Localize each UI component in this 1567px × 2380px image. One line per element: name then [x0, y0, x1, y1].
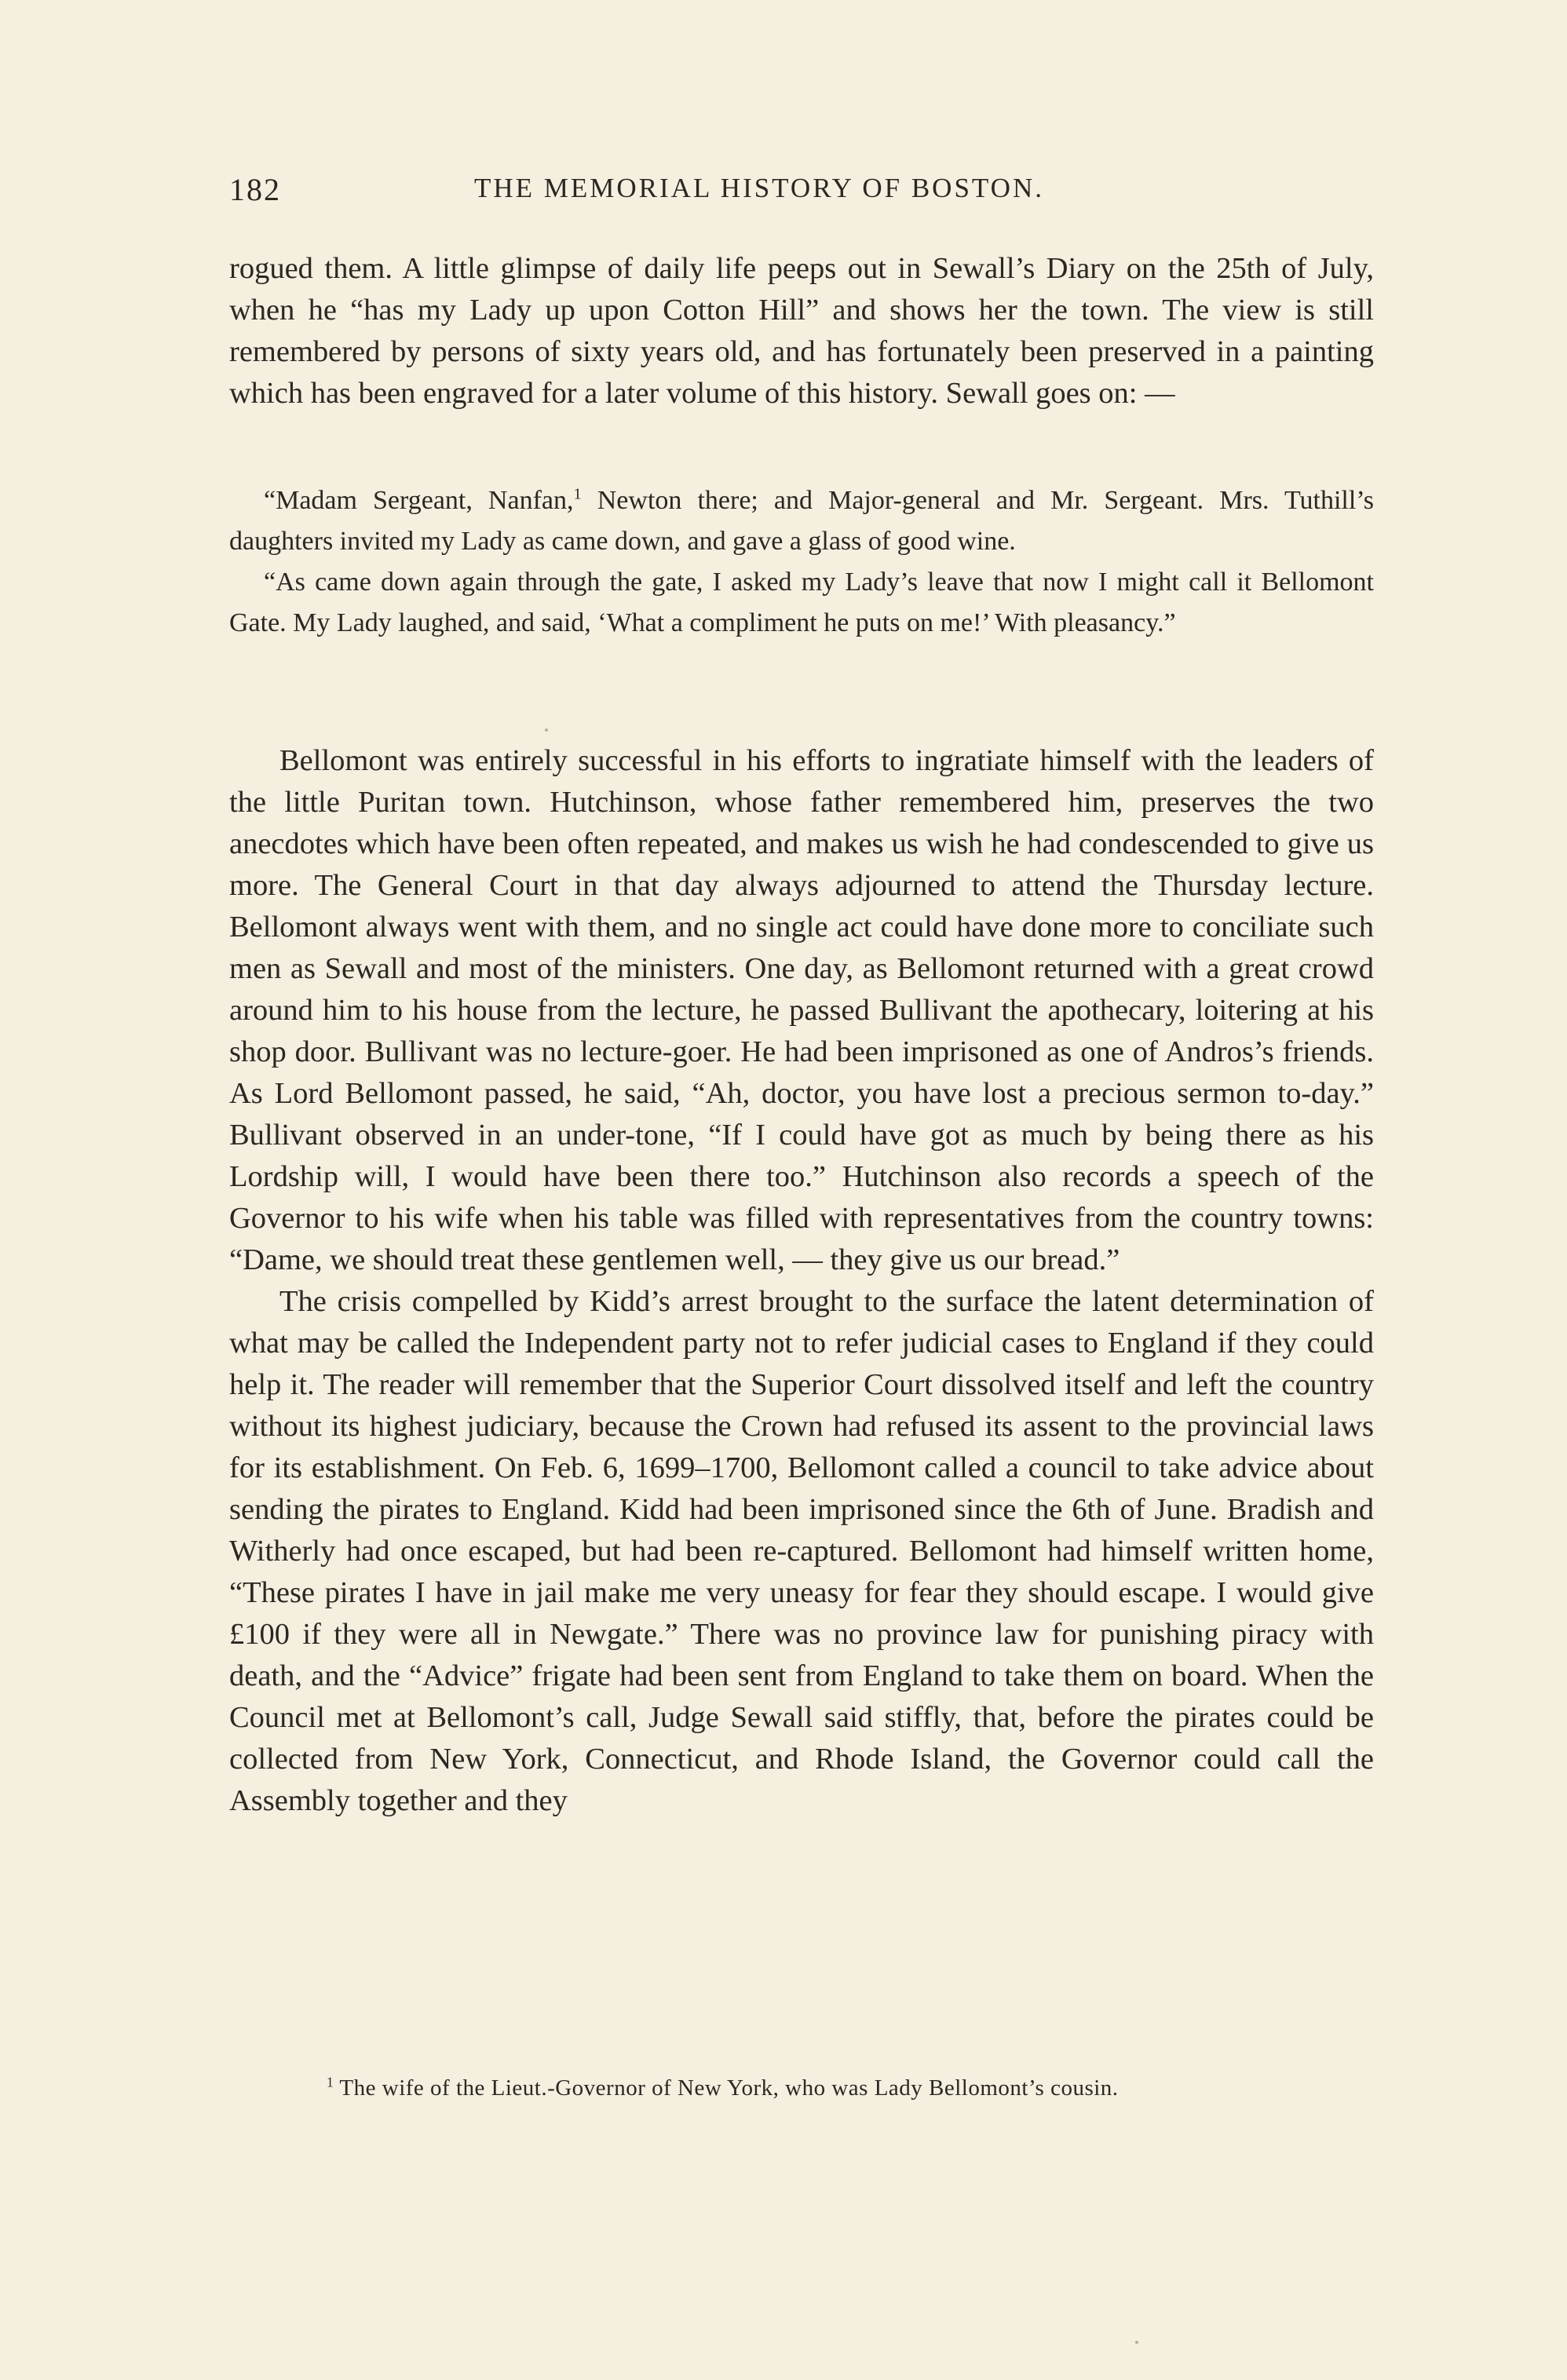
- paragraph-crisis: The crisis compelled by Kidd’s arrest brought to the surface the latent determination of what may be called the Independent party not to refer judicial cases to England if they could help it. The reader will remember that the Superior Court dissolved itself and left the country without its highest judiciary, because the Crown had refused its assent to the provincial laws for its establishment. On Feb. 6, 1699–1700, Bellomont called a council to take advice about sending the pirates to England. Kidd had been imprisoned since the 6th of June. Bradish and Witherly had once escaped, but had been re-captured. Bellomont had himself written home, “These pirates I have in jail make me very uneasy for fear they should escape. I would give £100 if they were all in Newgate.” There was no province law for punishing piracy with death, and the “Advice” frigate had been sent from England to take them on board. When the Council met at Bellomont’s call, Judge Sewall said stiffly, that, before the pirates could be collected from New York, Connecticut, and Rhode Island, the Governor could call the Assembly together and they: [229, 1285, 1374, 1817]
- paragraph-intro: [229, 248, 1374, 414]
- quotation-paragraph-1: [229, 480, 1374, 562]
- page-number: 182: [229, 172, 281, 207]
- paper-speck: [1135, 2341, 1138, 2344]
- running-head: [229, 171, 1372, 215]
- quotation-paragraph-2: “As came down again through the gate, I asked my Lady’s leave that now I might call it Bellomont Gate. My Lady laughed, and said, ‘What a compliment he puts on me!’ With pleasancy.”: [229, 568, 1374, 637]
- diary-quotation: [229, 480, 1374, 644]
- footnote-text: The wife of the Lieut.-Governor of New York, who was Lady Bellomont’s cousin.: [334, 2075, 1119, 2101]
- footnote-mark: 1: [327, 2074, 334, 2090]
- paragraph-text: rogued them. A little glimpse of daily life peeps out in Sewall’s Diary on the 25th of July, when he “has my Lady up upon Cotton Hill” and shows her the town. The view is still remembered by persons of sixty years old, and has fortunately been preserved in a painting which has been engraved for a later volume of this history. Sewall goes on: —: [229, 252, 1374, 410]
- quotation-text-a: “Madam Sergeant, Nanfan,: [264, 486, 574, 515]
- running-title: THE MEMORIAL HISTORY OF BOSTON.: [474, 173, 1044, 203]
- main-text: [229, 740, 1374, 1822]
- footnote: [229, 2072, 1374, 2104]
- footnote-reference: 1: [573, 485, 582, 503]
- paragraph-bellomont: Bellomont was entirely successful in his efforts to ingratiate himself with the leaders of the little Puritan town. Hutchinson, whose father remembered him, preserves the two anecdotes which have been often repeated, and makes us wish he had condescended to give us more. The General Court in that day always adjourned to attend the Thursday lecture. Bellomont always went with them, and no single act could have done more to conciliate such men as Sewall and most of the ministers. One day, as Bellomont returned with a great crowd around him to his house from the lecture, he passed Bullivant the apothecary, loitering at his shop door. Bullivant was no lecture-goer. He had been imprisoned as one of Andros’s friends. As Lord Bellomont passed, he said, “Ah, doctor, you have lost a precious sermon to-day.” Bullivant observed in an under-tone, “If I could have got as much by being there as his Lordship will, I would have been there too.” Hutchinson also records a speech of the Governor to his wife when his table was filled with representatives from the country towns: “Dame, we should treat these gentlemen well, — they give us our bread.”: [229, 744, 1374, 1276]
- paper-speck: [545, 728, 548, 732]
- quotation-text-b: Newton there; and Major-general and Mr. Sergeant. Mrs. Tuthill’s daughters invited my Lady as came down, and gave a glass of good wine.: [229, 486, 1375, 556]
